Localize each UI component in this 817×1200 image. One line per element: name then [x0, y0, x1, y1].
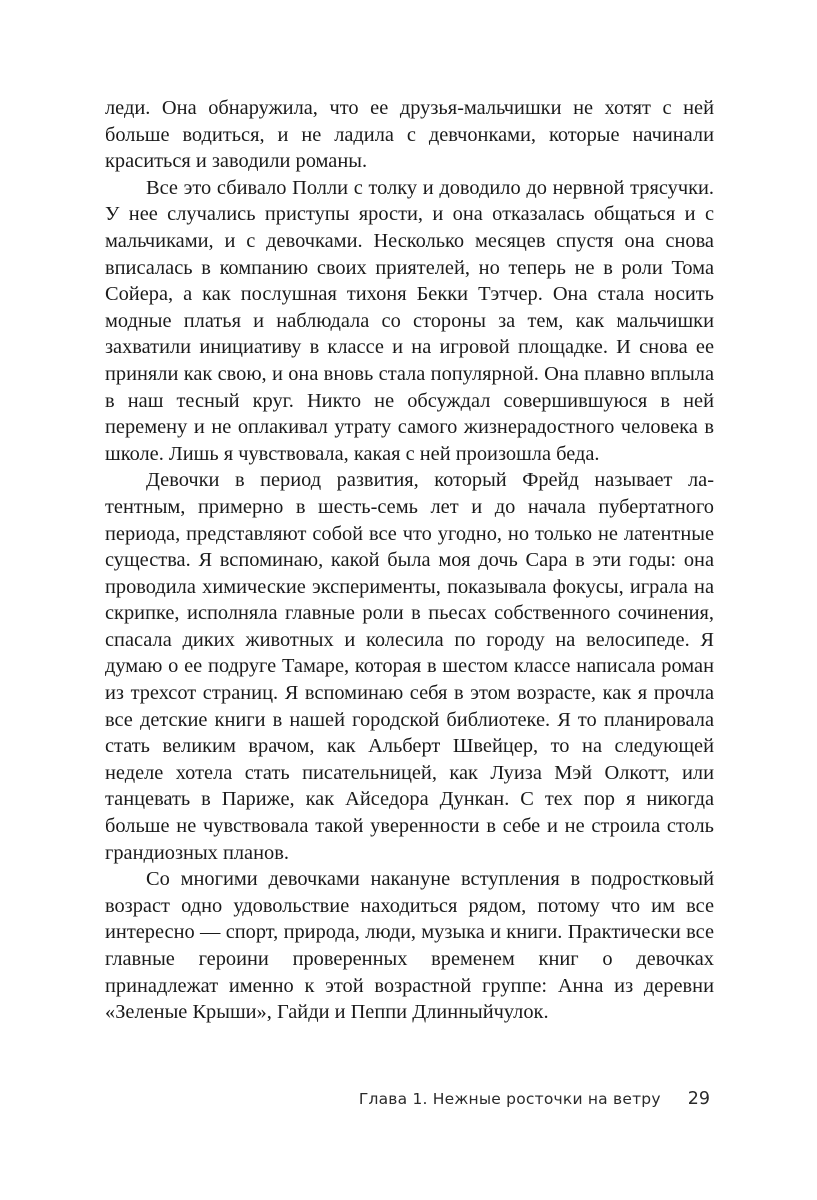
paragraph-1: леди. Она обнаружила, что ее друзья-мальчишки не хотят с ней больше водиться, и не ладила с девчонками, которые начинали краситься и заводили романы.: [105, 97, 714, 173]
page-footer: [105, 1089, 714, 1109]
paragraph-2: Все это сбивало Полли с толку и доводило до нервной трясучки. У нее случались приступы ярости, и она отказалась общаться и с мальчиками, и с девочками. Несколько месяцев спустя она снова вписалась в компанию своих приятелей, но теперь не в роли Тома Сойера, а как послушная тихоня Бекки Тэтчер. Она стала носить модные платья и наблюдала со стороны за тем, как мальчишки захватили инициативу в классе и на игровой площадке. И снова ее приняли как свою, и она вновь стала популярной. Она плавно вплыла в наш тесный круг. Никто не обсуждал совершившуюся в ней перемену и не оплакивал утрату самого жизнерадостного человека в школе. Лишь я чувствовала, какая с ней произошла беда.: [105, 176, 714, 465]
paragraph-3: Девочки в период развития, который Фрейд называет латентным, примерно в шесть-семь лет и до начала пубертатного периода, представляют собой все что угодно, но только не латентные существа. Я вспоминаю, какой была моя дочь Сара в эти годы: она проводила химические эксперименты, показывала фокусы, играла на скрипке, исполняла главные роли в пьесах собственного сочинения, спасала диких животных и колесила по городу на велосипеде. Я думаю о ее подруге Тамаре, которая в шестом классе написала роман из трехсот страниц. Я вспоминаю себя в этом возрасте, как я прочла все детские книги в нашей городской библиотеке. Я то планировала стать великим врачом, как Альберт Швейцер, то на следующей неделе хотела стать писательницей, как Луиза Мэй Олкотт, или танцевать в Париже, как Айседора Дункан. С тех пор я никогда больше не чувствовала такой уверенности в себе и не строила столь грандиозных планов.: [105, 469, 714, 864]
page-number: 29: [687, 1089, 710, 1109]
page-body: [105, 95, 714, 1026]
running-chapter-title: Глава 1. Нежные росточки на ветру: [358, 1090, 661, 1108]
paragraph-4: Со многими девочками накануне вступления в подростковый возраст одно удовольствие находиться рядом, потому что им все интересно — спорт, природа, люди, музыка и книги. Практически все главные героини проверенных временем книг о девочках принадлежат именно к этой возрастной группе: Анна из деревни «Зеленые Крыши», Гайди и Пеппи Длинныйчулок.: [105, 868, 714, 1024]
